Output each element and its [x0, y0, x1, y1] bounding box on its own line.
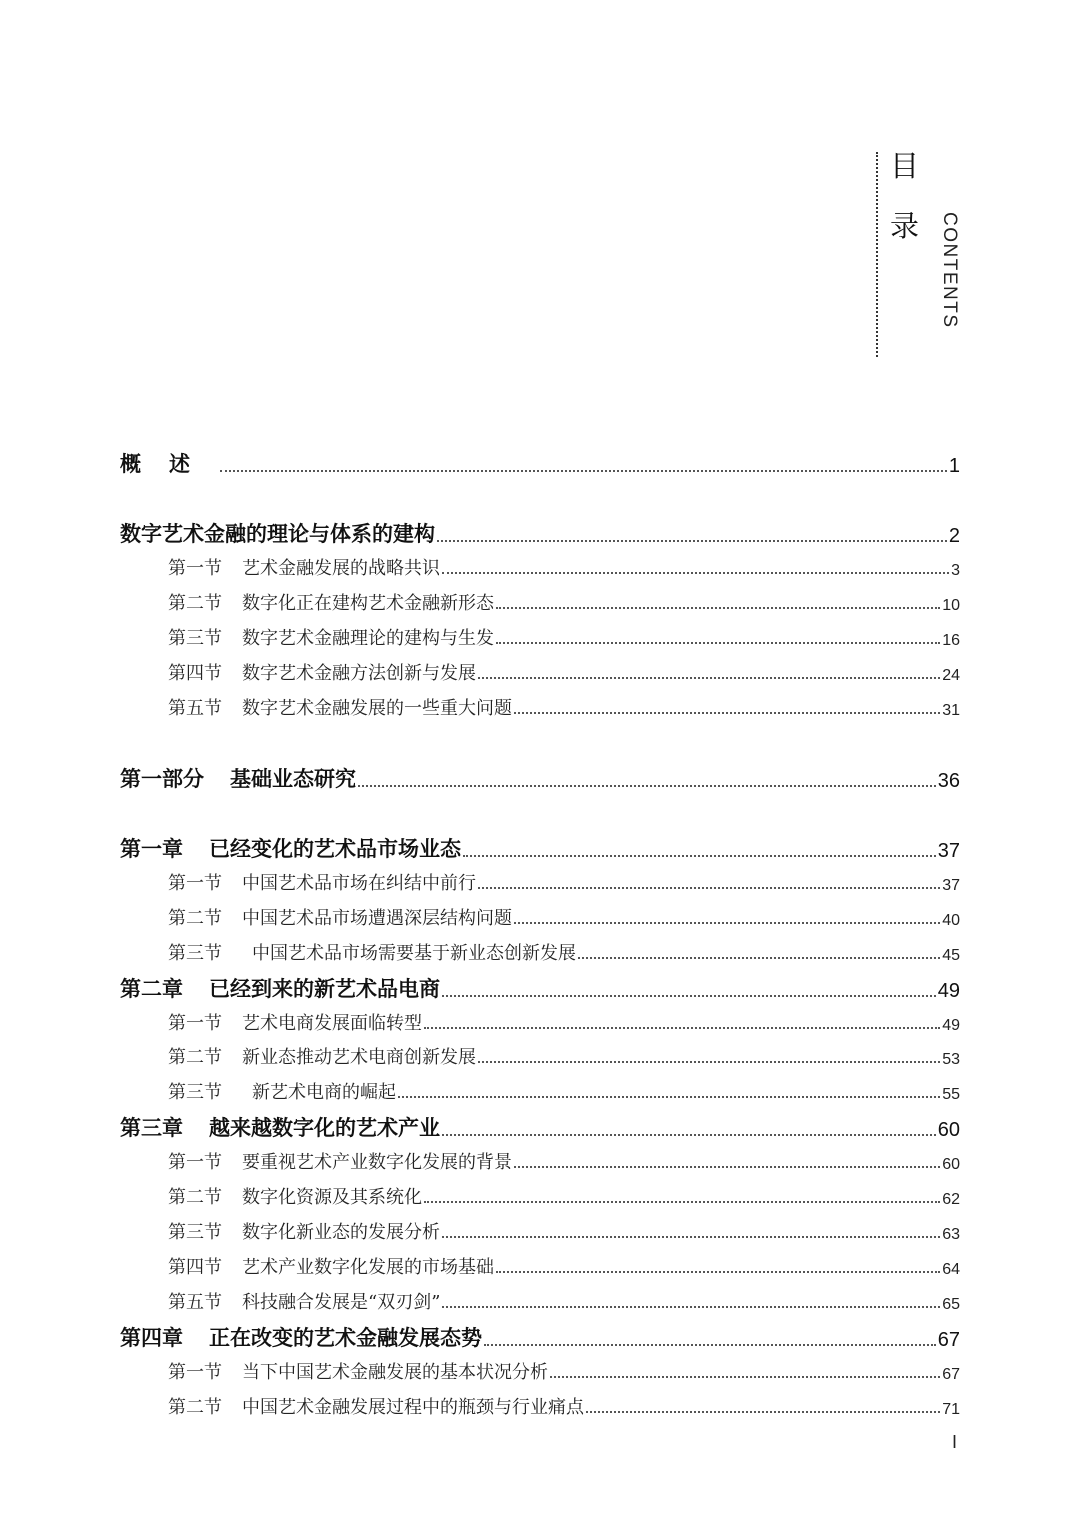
contents-label: CONTENTS — [939, 212, 960, 329]
dot-leader — [484, 1344, 936, 1346]
toc-chapter-entry[interactable] — [120, 833, 960, 863]
section-title: 新业态推动艺术电商创新发展 — [242, 1043, 476, 1069]
toc-section-entry[interactable] — [168, 1218, 960, 1244]
section-label: 第三节 — [168, 939, 222, 965]
dot-leader — [496, 1271, 940, 1273]
toc-page-number: 49 — [942, 1017, 960, 1034]
section-label: 第一节 — [168, 1009, 222, 1035]
section-label: 第一节 — [168, 1148, 222, 1174]
toc-heading-char-2: 录 — [890, 209, 920, 243]
toc-page-number: 31 — [942, 702, 960, 719]
section-title: 中国艺术金融发展过程中的瓶颈与行业痛点 — [242, 1393, 584, 1419]
page-number-footer: I — [952, 1432, 958, 1452]
chapter-label: 第一章 — [120, 833, 183, 863]
chapter-label: 第二章 — [120, 973, 183, 1003]
dot-leader — [550, 1376, 940, 1378]
dot-leader — [496, 642, 940, 644]
toc-section-entry[interactable] — [168, 1358, 960, 1384]
toc-page-number: 10 — [942, 597, 960, 614]
section-title: 数字艺术金融方法创新与发展 — [242, 659, 476, 685]
toc-section-entry[interactable] — [168, 1009, 960, 1035]
dot-leader — [578, 957, 940, 959]
toc-entry-part1[interactable] — [120, 763, 960, 793]
dot-leader — [478, 1061, 940, 1063]
toc-page-number: 60 — [942, 1156, 960, 1173]
toc-section-entry[interactable] — [168, 554, 960, 580]
toc-page-number: 62 — [942, 1191, 960, 1208]
toc-page-number: 36 — [937, 770, 960, 792]
chapter-label: 第四章 — [120, 1322, 183, 1352]
chapter-title: 越来越数字化的艺术产业 — [209, 1112, 440, 1142]
dot-leader — [398, 1096, 940, 1098]
toc-section-entry[interactable] — [168, 659, 960, 685]
dot-leader — [463, 855, 936, 857]
toc-entry-overview[interactable] — [120, 448, 960, 478]
section-label: 第五节 — [168, 1288, 222, 1314]
dot-leader — [442, 995, 936, 997]
toc-section-entry[interactable] — [168, 1253, 960, 1279]
toc-section-entry[interactable] — [168, 904, 960, 930]
toc-page-number: 45 — [942, 947, 960, 964]
toc-page-number: 37 — [937, 840, 960, 862]
section-label: 第二节 — [168, 589, 222, 615]
toc-entry-title: 数字艺术金融的理论与体系的建构 — [120, 518, 435, 548]
dot-leader — [514, 1166, 940, 1168]
section-label: 第二节 — [168, 904, 222, 930]
section-label: 第一节 — [168, 869, 222, 895]
section-title: 科技融合发展是“双刃剑” — [242, 1288, 440, 1314]
toc-section-entry[interactable] — [168, 1043, 960, 1069]
toc-chapter-entry[interactable] — [120, 973, 960, 1003]
toc-heading-char-1: 目 — [890, 149, 920, 183]
dot-leader — [514, 922, 940, 924]
dot-leader — [424, 1027, 940, 1029]
dot-leader — [586, 1411, 940, 1413]
section-label: 第一节 — [168, 554, 222, 580]
dot-leader — [514, 712, 940, 714]
chapter-label: 第三章 — [120, 1112, 183, 1142]
section-label: 第三节 — [168, 1218, 222, 1244]
dot-leader — [496, 607, 940, 609]
section-title: 新艺术电商的崛起 — [252, 1078, 396, 1104]
section-title: 数字化正在建构艺术金融新形态 — [242, 589, 494, 615]
toc-page-number: 24 — [942, 667, 960, 684]
part-label: 第一部分 — [120, 763, 204, 793]
toc-page-number: 55 — [942, 1086, 960, 1103]
toc-page-number: 60 — [937, 1119, 960, 1141]
section-title: 数字艺术金融发展的一些重大问题 — [242, 694, 512, 720]
dot-leader — [424, 1201, 940, 1203]
toc-page-number: 71 — [942, 1401, 960, 1418]
section-title: 数字化资源及其系统化 — [242, 1183, 422, 1209]
chapter-title: 已经到来的新艺术品电商 — [209, 973, 440, 1003]
section-label: 第三节 — [168, 1078, 222, 1104]
toc-section-entry[interactable] — [168, 589, 960, 615]
toc-section-entry[interactable] — [168, 1288, 960, 1314]
section-title: 中国艺术品市场需要基于新业态创新发展 — [252, 939, 576, 965]
toc-section-entry[interactable] — [168, 1183, 960, 1209]
toc-page-number: 67 — [937, 1329, 960, 1351]
section-label: 第四节 — [168, 1253, 222, 1279]
dot-leader — [442, 1306, 940, 1308]
toc-section-entry[interactable] — [168, 624, 960, 650]
toc-page-number: 64 — [942, 1261, 960, 1278]
toc-page-number: 63 — [942, 1226, 960, 1243]
toc-page-number: 16 — [942, 632, 960, 649]
section-label: 第二节 — [168, 1393, 222, 1419]
section-title: 艺术金融发展的战略共识 — [242, 554, 440, 580]
dot-leader — [478, 887, 940, 889]
toc-section-entry[interactable] — [168, 939, 960, 965]
toc-heading — [890, 150, 924, 242]
section-title: 艺术电商发展面临转型 — [242, 1009, 422, 1035]
section-label: 第三节 — [168, 624, 222, 650]
dot-leader — [442, 1134, 936, 1136]
section-label: 第五节 — [168, 694, 222, 720]
section-title: 数字化新业态的发展分析 — [242, 1218, 440, 1244]
toc-chapter-entry[interactable] — [120, 1322, 960, 1352]
toc-section-entry[interactable] — [168, 694, 960, 720]
section-title: 数字艺术金融理论的建构与生发 — [242, 624, 494, 650]
toc-page-number: 53 — [942, 1051, 960, 1068]
toc-page-number: 37 — [942, 877, 960, 894]
toc-page-number: 49 — [937, 980, 960, 1002]
section-title: 中国艺术品市场在纠结中前行 — [242, 869, 476, 895]
section-title: 中国艺术品市场遭遇深层结构问题 — [242, 904, 512, 930]
toc-section-entry[interactable] — [168, 1148, 960, 1174]
section-title: 艺术产业数字化发展的市场基础 — [242, 1253, 494, 1279]
toc-page-number: 40 — [942, 912, 960, 929]
section-title: 要重视艺术产业数字化发展的背景 — [242, 1148, 512, 1174]
toc-entry-theory[interactable] — [120, 518, 960, 548]
toc-section-entry[interactable] — [168, 869, 960, 895]
dot-leader — [220, 470, 947, 472]
part-title: 基础业态研究 — [230, 763, 356, 793]
section-label: 第四节 — [168, 659, 222, 685]
chapter-title: 已经变化的艺术品市场业态 — [209, 833, 461, 863]
toc-section-entry[interactable] — [168, 1078, 960, 1104]
dot-leader — [478, 677, 940, 679]
toc-page-number: 2 — [948, 525, 960, 547]
dot-leader — [358, 785, 936, 787]
toc-page-number: 3 — [951, 562, 960, 579]
section-label: 第一节 — [168, 1358, 222, 1384]
dot-leader — [437, 540, 947, 542]
chapter-title: 正在改变的艺术金融发展态势 — [209, 1322, 482, 1352]
dot-leader — [442, 572, 949, 574]
toc-page-number: 67 — [942, 1366, 960, 1383]
section-label: 第二节 — [168, 1183, 222, 1209]
section-title: 当下中国艺术金融发展的基本状况分析 — [242, 1358, 548, 1384]
toc-page-number: 65 — [942, 1296, 960, 1313]
toc-chapter-entry[interactable] — [120, 1112, 960, 1142]
dot-leader — [442, 1236, 940, 1238]
toc-entry-label: 概述 — [120, 448, 218, 478]
toc-section-entry[interactable] — [168, 1393, 960, 1419]
header-dotted-rule — [876, 152, 878, 357]
toc-page-number: 1 — [948, 455, 960, 477]
section-label: 第二节 — [168, 1043, 222, 1069]
